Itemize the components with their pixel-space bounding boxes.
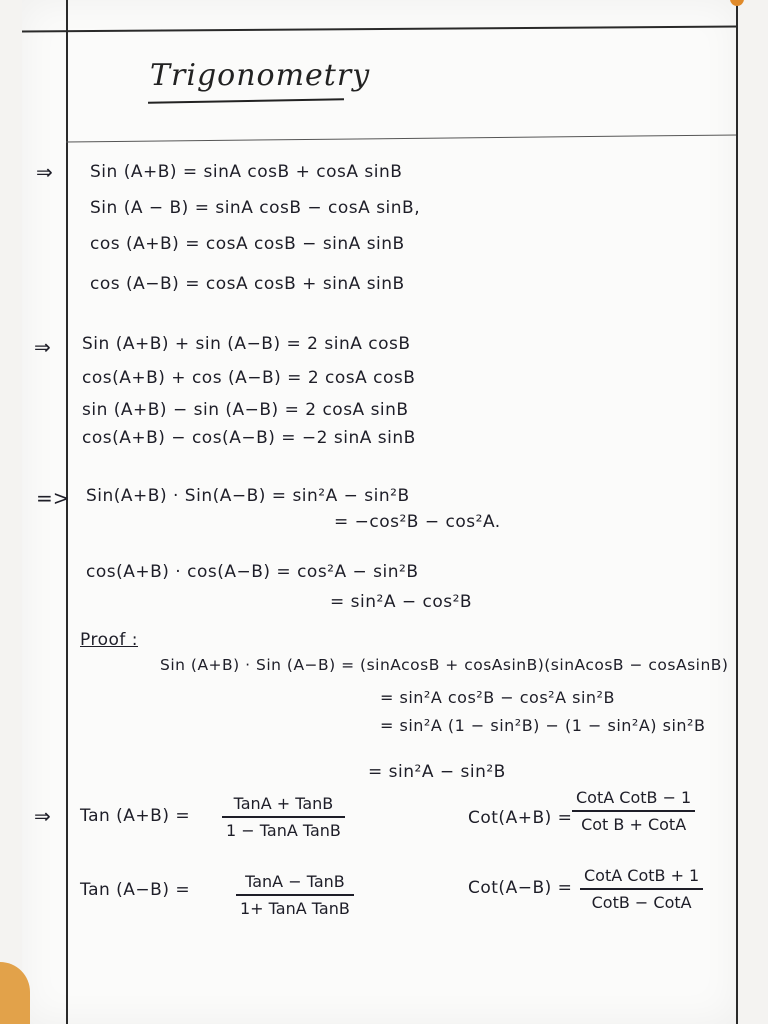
- top-rule: [22, 26, 738, 33]
- implies-arrow-icon: ⇒: [36, 160, 53, 184]
- formula-sum-sin: Sin (A+B) + sin (A−B) = 2 sinA cosB: [82, 334, 411, 354]
- fraction-numerator: TanA − TanB: [236, 872, 354, 896]
- fraction-denominator: 1+ TanA TanB: [240, 899, 350, 918]
- fraction-denominator: CotB − CotA: [591, 893, 692, 912]
- cot-sum-fraction: [572, 788, 695, 834]
- formula-cos-sum: cos (A+B) = cosA cosB − sinA sinB: [90, 234, 405, 254]
- formula-cos-product: cos(A+B) · cos(A−B) = cos²A − sin²B: [86, 562, 419, 582]
- margin-line: [66, 0, 68, 1024]
- formula-sin-diff: Sin (A − B) = sinA cosB − cosA sinB,: [90, 198, 421, 218]
- tan-diff-lhs: Tan (A−B) =: [80, 880, 191, 900]
- tan-diff-fraction: [236, 872, 354, 918]
- cot-sum-lhs: Cot(A+B) =: [468, 808, 573, 828]
- implies-arrow-icon: ⇒: [34, 804, 51, 828]
- cot-diff-lhs: Cot(A−B) =: [468, 878, 573, 898]
- fraction-numerator: CotA CotB + 1: [580, 866, 703, 890]
- formula-sin-sum: Sin (A+B) = sinA cosB + cosA sinB: [90, 162, 403, 182]
- tan-sum-fraction: [222, 794, 345, 840]
- fraction-denominator: Cot B + CotA: [581, 815, 687, 834]
- formula-diff-cos: cos(A+B) − cos(A−B) = −2 sinA sinB: [82, 428, 416, 448]
- formula-diff-sin: sin (A+B) − sin (A−B) = 2 cosA sinB: [82, 400, 409, 420]
- tan-sum-lhs: Tan (A+B) =: [80, 806, 191, 826]
- cot-diff-fraction: [580, 866, 703, 912]
- implies-arrow-icon: =>: [36, 486, 70, 510]
- page-edge: [736, 0, 738, 1024]
- proof-line: = sin²A cos²B − cos²A sin²B: [380, 688, 615, 707]
- proof-line: Sin (A+B) · Sin (A−B) = (sinAcosB + cosAsinB)(sinAcosB − cosAsinB): [160, 656, 729, 674]
- proof-line: = sin²A − sin²B: [368, 762, 506, 782]
- fraction-numerator: TanA + TanB: [222, 794, 345, 818]
- formula-cos-diff: cos (A−B) = cosA cosB + sinA sinB: [90, 274, 405, 294]
- formula-sum-cos: cos(A+B) + cos (A−B) = 2 cosA cosB: [82, 368, 416, 388]
- page-title: Trigonometry: [150, 58, 371, 93]
- fraction-denominator: 1 − TanA TanB: [226, 821, 341, 840]
- formula-cos-product-alt: = sin²A − cos²B: [330, 592, 473, 612]
- formula-sin-product-alt: = −cos²B − cos²A.: [334, 512, 501, 532]
- implies-arrow-icon: ⇒: [34, 335, 51, 359]
- header-rule: [66, 134, 738, 142]
- fraction-numerator: CotA CotB − 1: [572, 788, 695, 812]
- proof-line: = sin²A (1 − sin²B) − (1 − sin²A) sin²B: [380, 716, 706, 735]
- formula-sin-product: Sin(A+B) · Sin(A−B) = sin²A − sin²B: [86, 486, 410, 506]
- proof-label: Proof :: [80, 630, 138, 650]
